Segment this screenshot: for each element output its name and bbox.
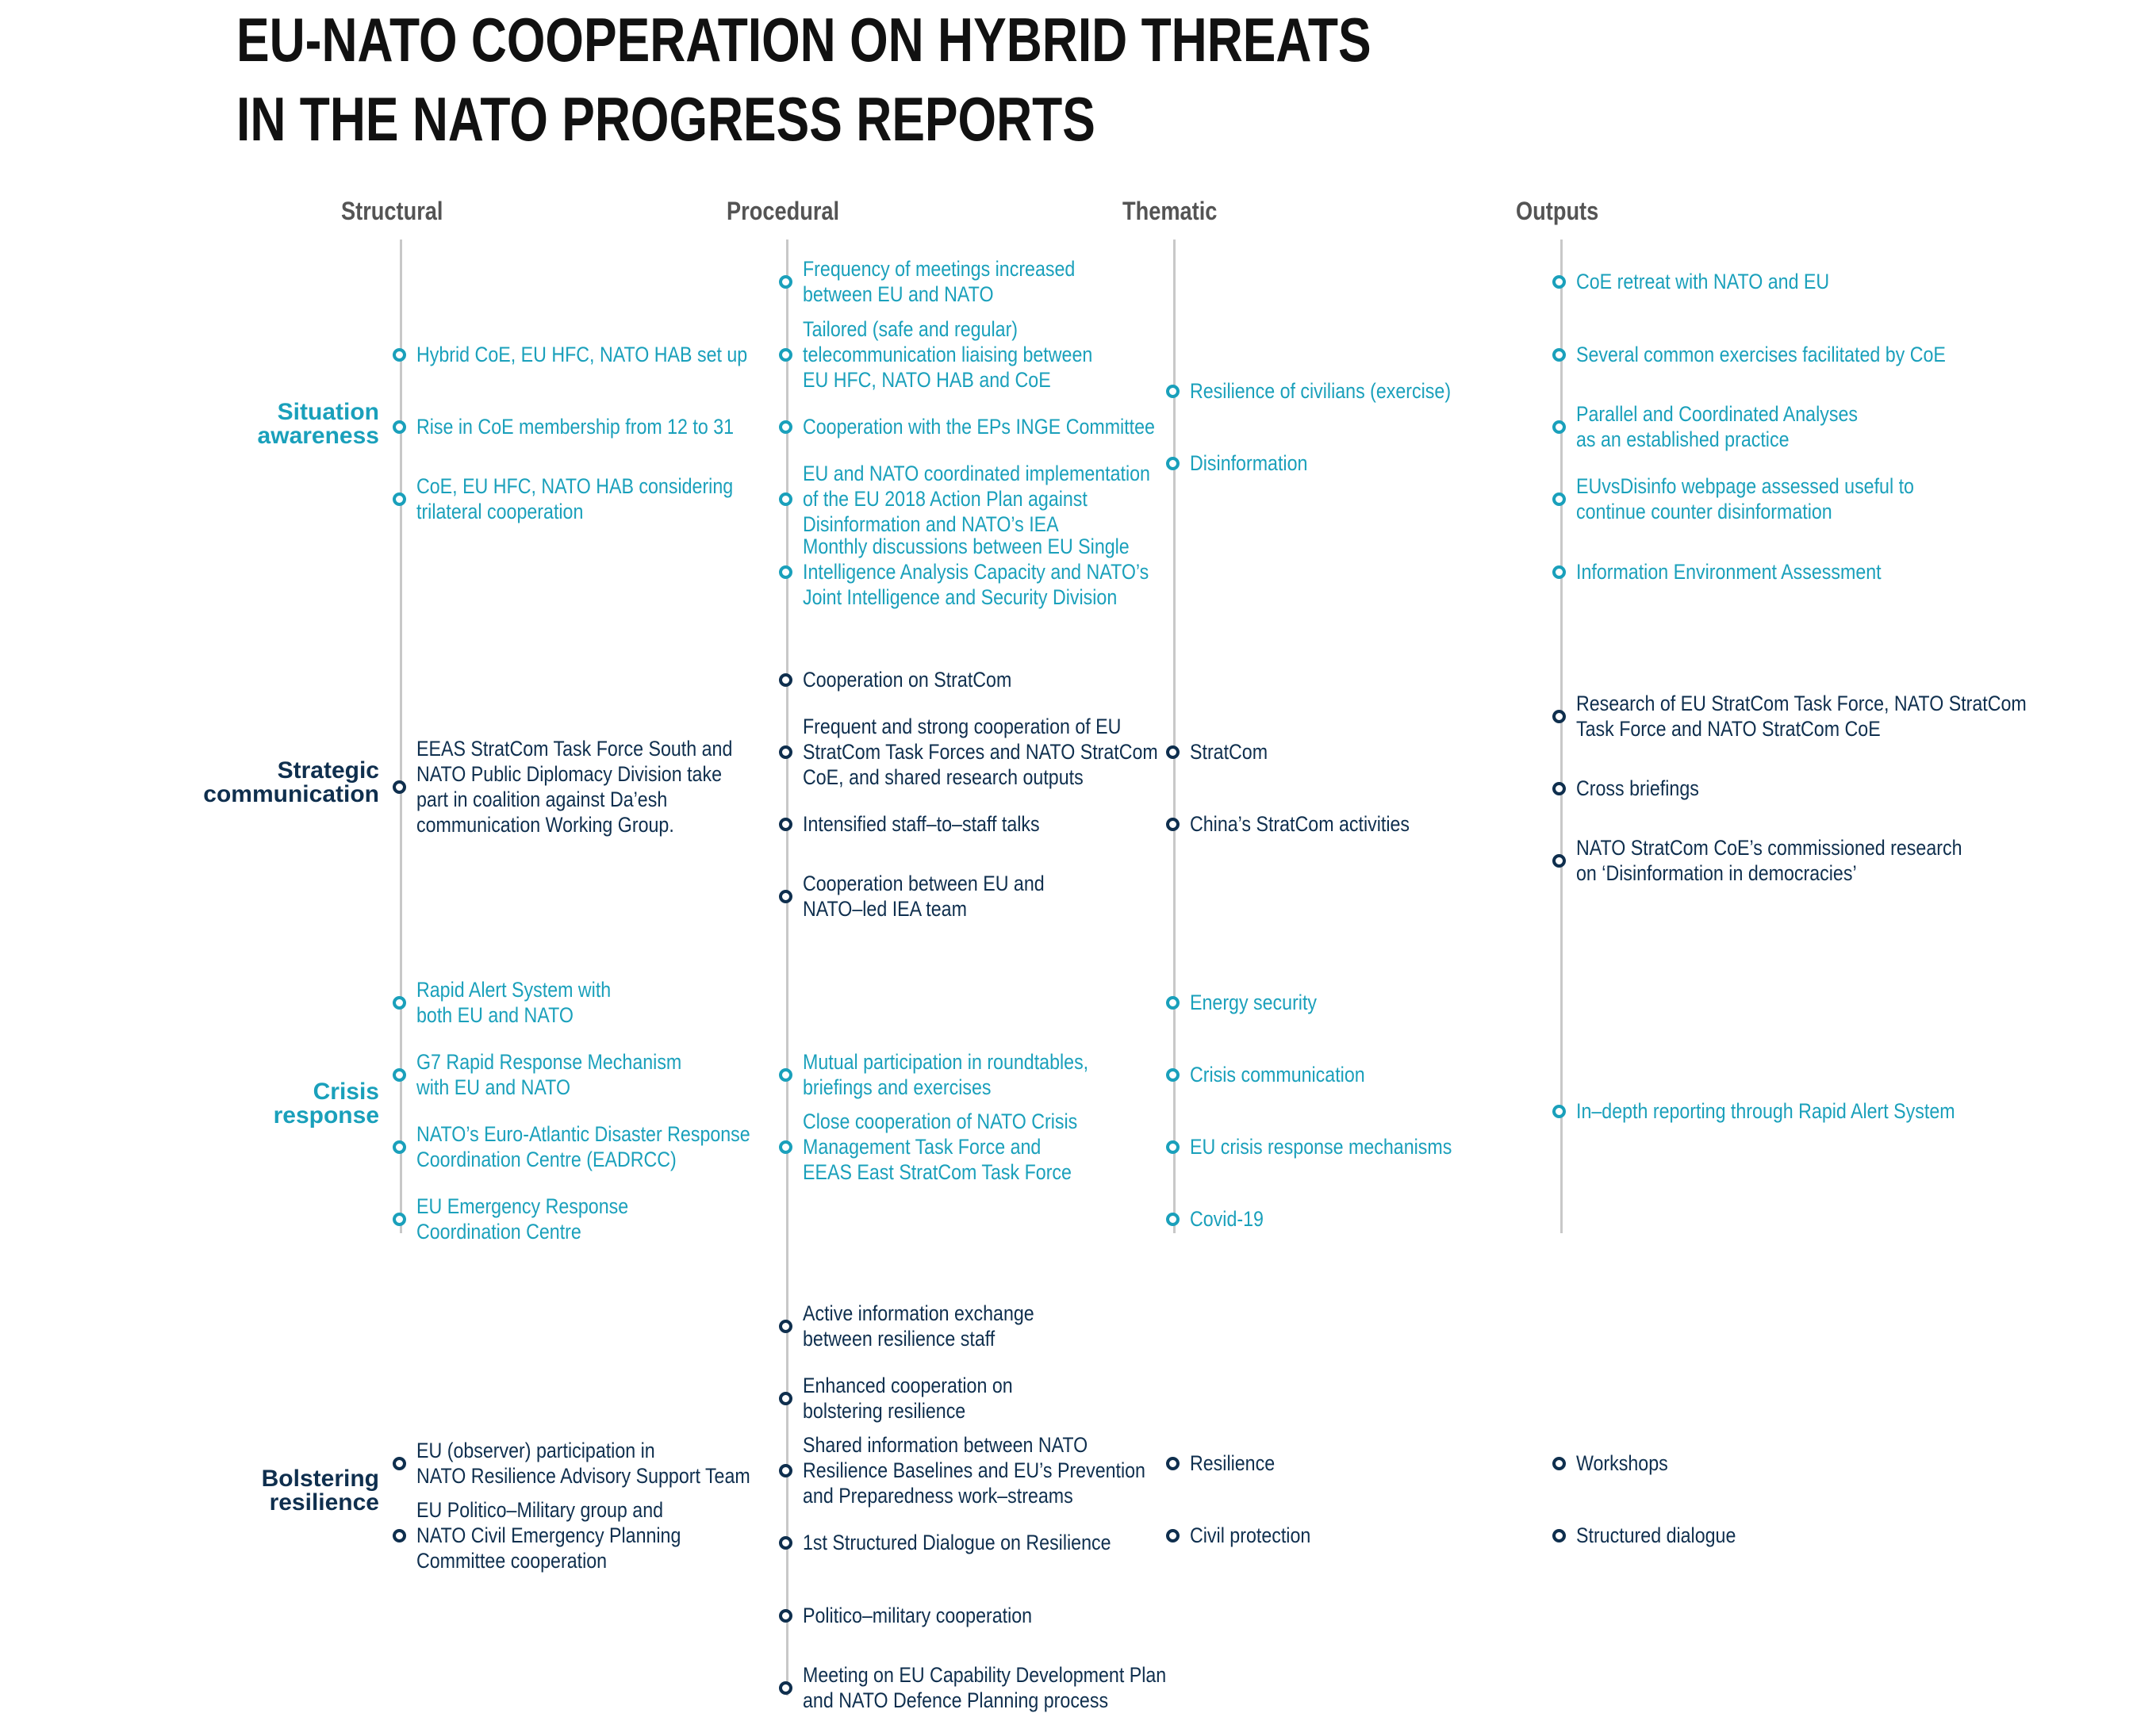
row-label [159,1467,379,1515]
bullet-circle-icon [1166,996,1180,1010]
bullet-circle-icon [1552,1529,1566,1542]
row-label [159,400,379,448]
item-text: Meeting on EU Capability Development Plan and NATO Defence Planning process [803,1663,1167,1712]
item-text: Civil protection [1190,1523,1311,1547]
timeline-line-structural [400,240,402,1233]
bullet-circle-icon [779,745,792,759]
item-text: Parallel and Coordinated Analyses as an established practice [1576,402,1858,451]
item-text: EUvsDisinfo webpage assessed useful to continue counter disinformation [1576,474,1914,523]
bullet-circle-icon [779,1464,792,1477]
title-line-2: IN THE NATO PROGRESS REPORTS [236,84,1095,154]
bullet-circle-icon [779,673,792,687]
row-label-line: Bolstering [261,1466,379,1492]
bullet-circle-icon [1552,275,1566,289]
bullet-circle-icon [393,420,406,434]
bullet-circle-icon [779,1536,792,1550]
item-text: Resilience [1190,1451,1276,1475]
bullet-circle-icon [779,1609,792,1623]
bullet-circle-icon [393,1457,406,1470]
row-label-line: communication [203,781,379,807]
bullet-circle-icon [393,1213,406,1226]
bullet-circle-icon [779,275,792,289]
bullet-circle-icon [1552,1457,1566,1470]
item-text: In–depth reporting through Rapid Alert System [1576,1099,1955,1123]
row-label-line: response [273,1102,379,1129]
item-text: Shared information between NATO Resilience Baselines and EU’s Prevention and Preparedness work–streams [803,1433,1145,1508]
bullet-circle-icon [779,1392,792,1405]
bullet-circle-icon [779,492,792,506]
item-text: Close cooperation of NATO Crisis Management Task Force and EEAS East StratCom Task Force [803,1109,1078,1184]
bullet-circle-icon [1166,457,1180,470]
item-text: EU Politico–Military group and NATO Civil Emergency Planning Committee cooperation [416,1498,681,1573]
bullet-circle-icon [1552,348,1566,362]
item-text: Cross briefings [1576,776,1699,800]
bullet-circle-icon [779,890,792,903]
bullet-circle-icon [393,1068,406,1082]
bullet-circle-icon [393,1140,406,1154]
bullet-circle-icon [1166,1140,1180,1154]
row-label [159,759,379,807]
bullet-circle-icon [779,420,792,434]
bullet-circle-icon [393,996,406,1010]
item-text: EEAS StratCom Task Force South and NATO Public Diplomacy Division take part in coalition against Da’esh communication Working Group. [416,737,733,837]
timeline-line-outputs [1560,240,1563,1233]
item-text: Hybrid CoE, EU HFC, NATO HAB set up [416,343,748,366]
item-text: StratCom [1190,740,1268,764]
bullet-circle-icon [393,780,406,794]
row-label-line: awareness [257,423,379,449]
bullet-circle-icon [779,348,792,362]
item-text: Information Environment Assessment [1576,560,1882,584]
bullet-circle-icon [1552,710,1566,723]
timeline-line-procedural [786,240,788,1696]
column-header-outputs: Outputs [1516,197,1599,225]
item-text: Energy security [1190,991,1318,1014]
bullet-circle-icon [1552,420,1566,434]
title-line-1: EU-NATO COOPERATION ON HYBRID THREATS [236,5,1371,75]
item-text: Research of EU StratCom Task Force, NATO StratCom Task Force and NATO StratCom CoE [1576,692,2027,741]
item-text: EU Emergency Response Coordination Centre [416,1194,629,1244]
row-label-line: Strategic [277,757,379,784]
bullet-circle-icon [1166,1213,1180,1226]
item-text: Politico–military cooperation [803,1604,1033,1627]
bullet-circle-icon [393,492,406,506]
bullet-circle-icon [779,1320,792,1333]
bullet-circle-icon [1166,818,1180,831]
item-text: Enhanced cooperation on bolstering resilience [803,1374,1013,1423]
bullet-circle-icon [1552,492,1566,506]
bullet-circle-icon [1166,745,1180,759]
column-header-structural: Structural [341,197,443,225]
item-text: Rise in CoE membership from 12 to 31 [416,415,735,439]
bullet-circle-icon [393,348,406,362]
item-text: Tailored (safe and regular) telecommunication liaising between EU HFC, NATO HAB and CoE [803,317,1093,392]
bullet-circle-icon [779,818,792,831]
item-text: Rapid Alert System with both EU and NATO [416,978,612,1027]
bullet-circle-icon [1552,782,1566,795]
item-text: Mutual participation in roundtables, briefings and exercises [803,1050,1089,1099]
column-header-procedural: Procedural [727,197,840,225]
bullet-circle-icon [1166,1068,1180,1082]
item-text: Cooperation between EU and NATO–led IEA team [803,872,1045,921]
item-text: Monthly discussions between EU Single Intelligence Analysis Capacity and NATO’s Joint Intelligence and Security Division [803,535,1149,609]
bullet-circle-icon [1552,1105,1566,1118]
item-text: EU and NATO coordinated implementation of the EU 2018 Action Plan against Disinformation and NATO’s IEA [803,462,1150,536]
item-text: Several common exercises facilitated by CoE [1576,343,1946,366]
item-text: Cooperation with the EPs INGE Committee [803,415,1155,439]
item-text: Workshops [1576,1451,1668,1475]
bullet-circle-icon [779,1681,792,1695]
bullet-circle-icon [1552,565,1566,579]
item-text: Active information exchange between resilience staff [803,1301,1034,1351]
item-text: Intensified staff–to–staff talks [803,812,1040,836]
item-text: Resilience of civilians (exercise) [1190,379,1452,403]
item-text: CoE retreat with NATO and EU [1576,270,1830,293]
bullet-circle-icon [1166,385,1180,398]
item-text: Frequent and strong cooperation of EU StratCom Task Forces and NATO StratCom CoE, and shared research outputs [803,715,1158,789]
item-text: Frequency of meetings increased between EU and NATO [803,257,1076,306]
row-label-line: Crisis [313,1079,379,1105]
diagram-title [236,0,1371,159]
column-header-thematic: Thematic [1122,197,1218,225]
item-text: NATO’s Euro-Atlantic Disaster Response Coordination Centre (EADRCC) [416,1122,750,1171]
item-text: G7 Rapid Response Mechanism with EU and NATO [416,1050,682,1099]
bullet-circle-icon [779,1140,792,1154]
bullet-circle-icon [1166,1457,1180,1470]
item-text: Crisis communication [1190,1063,1365,1086]
item-text: NATO StratCom CoE’s commissioned research on ‘Disinformation in democracies’ [1576,836,1962,885]
item-text: EU (observer) participation in NATO Resilience Advisory Support Team [416,1439,750,1488]
row-label-line: resilience [269,1489,379,1516]
row-label [159,1080,379,1128]
bullet-circle-icon [779,1068,792,1082]
item-text: China’s StratCom activities [1190,812,1410,836]
row-label-line: Situation [277,399,379,425]
item-text: EU crisis response mechanisms [1190,1135,1452,1159]
item-text: 1st Structured Dialogue on Resilience [803,1531,1111,1554]
bullet-circle-icon [1166,1529,1180,1542]
bullet-circle-icon [1552,854,1566,868]
bullet-circle-icon [779,565,792,579]
item-text: Covid-19 [1190,1207,1264,1231]
item-text: CoE, EU HFC, NATO HAB considering trilateral cooperation [416,474,734,523]
item-text: Cooperation on StratCom [803,668,1012,692]
item-text: Structured dialogue [1576,1523,1736,1547]
item-text: Disinformation [1190,451,1308,475]
bullet-circle-icon [393,1529,406,1542]
